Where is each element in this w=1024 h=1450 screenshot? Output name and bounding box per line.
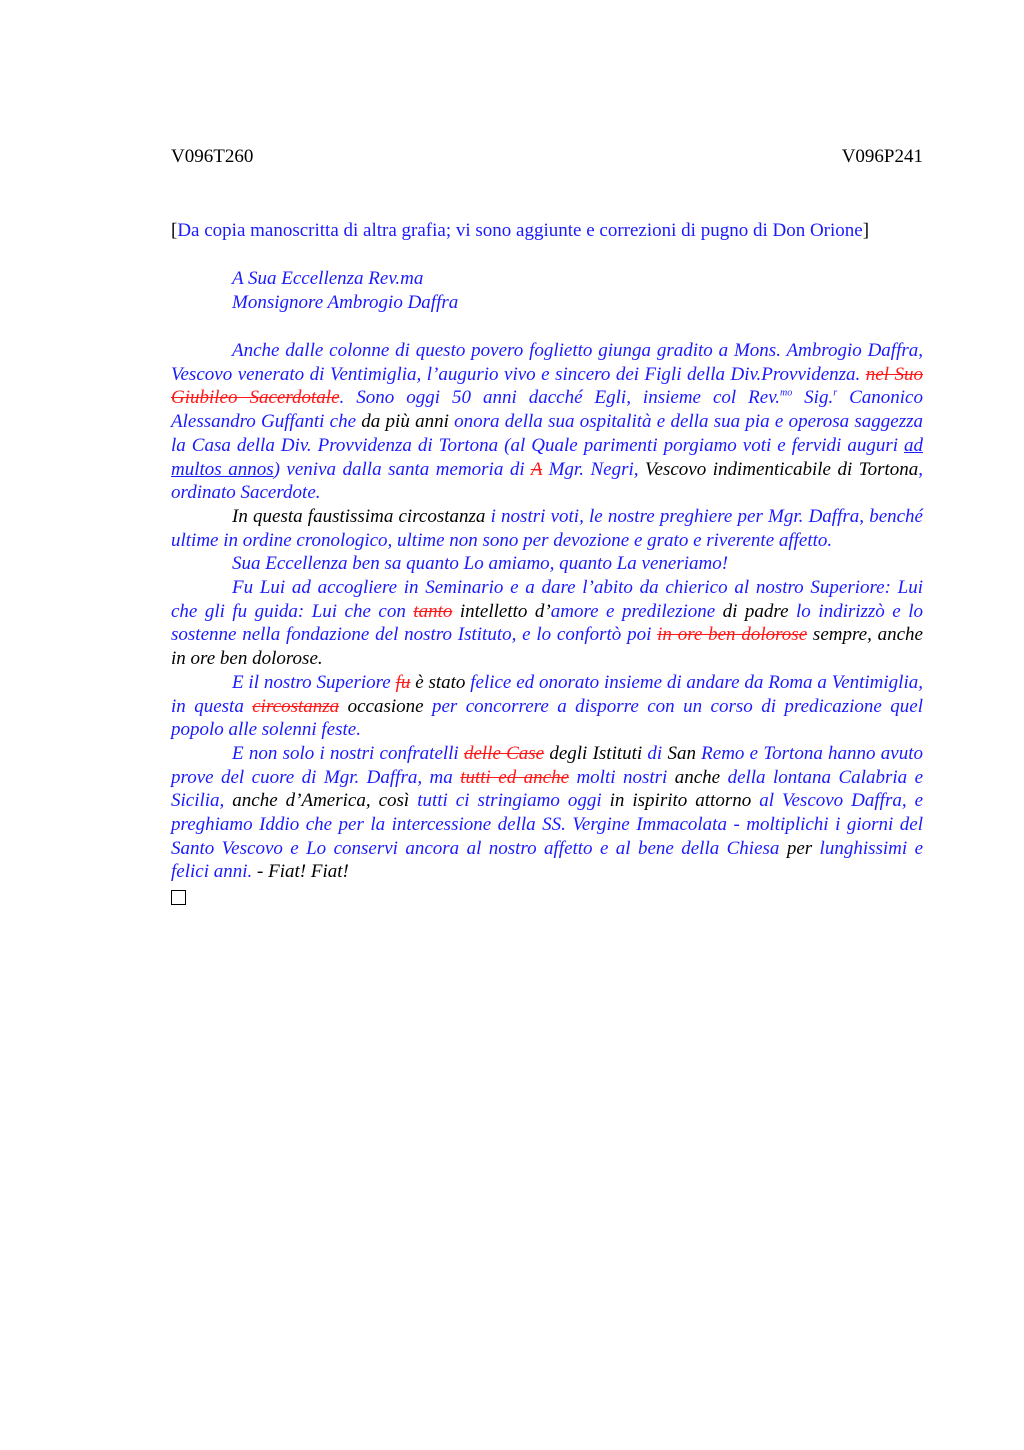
text-original: di padre (722, 600, 789, 622)
address-block (171, 267, 923, 315)
text-added: E non solo i nostri confratelli (232, 742, 464, 764)
letter-body (171, 339, 923, 884)
text-added: tutti ci stringiamo oggi (409, 790, 610, 812)
paragraph-4 (171, 576, 923, 671)
text-added: Sig. (792, 387, 834, 409)
address-line-1: A Sua Eccellenza Rev.ma (232, 268, 424, 289)
text-original: sempre, anche in ore ben dolorose. (171, 624, 923, 670)
text-added: ) veniva dalla santa memoria di (273, 458, 531, 480)
note-text: Da copia manoscritta di altra grafia; vi sono aggiunte e correzioni di pugno di Don Orione (177, 220, 863, 241)
superscript: mo (779, 388, 793, 400)
address-line-2: Monsignore Ambrogio Daffra (232, 292, 459, 313)
text-added: per concorrere a disporre con un corso di predicazione quel popolo alle solenni feste. (171, 695, 923, 741)
text-deleted: A (530, 458, 543, 480)
paragraph-3 (171, 552, 923, 576)
text-added: lo indirizzò e lo sostenne nella fondazione del nostro Istituto, e lo confortò poi (171, 600, 923, 646)
text-original: occasione (339, 695, 424, 717)
paragraph-1 (171, 339, 923, 505)
text-original: intelletto d’ (452, 600, 551, 622)
text-deleted: circostanza (252, 695, 340, 717)
note-close-bracket: ] (862, 220, 870, 241)
text-added: . Sono oggi 50 anni dacché Egli, insieme col Rev. (339, 387, 780, 409)
text-added: i nostri voti, le nostre preghiere per Mgr. Daffra, benché ultime in ordine cronologico, ultime non sono per devozione e grato e riverente affetto. (171, 505, 923, 551)
text-original: da più anni (361, 411, 449, 433)
paragraph-5 (171, 671, 923, 742)
text-added: Anche dalle colonne di questo povero foglietto giunga gradito a Mons. Ambrogio Daffra, Vescovo venerato di Ventimiglia, l’augurio vivo e sincero dei Figli della Div.Provvidenza. (171, 340, 923, 385)
text-original: in ispirito attorno (609, 790, 752, 812)
text-added: E il nostro Superiore (232, 671, 396, 693)
end-marker-box-icon (171, 890, 186, 905)
text-added: Fu Lui ad accogliere in Seminario e a dare l’abito da chierico al nostro Superiore: Lui che gli fu guida: Lui che con (171, 577, 923, 622)
text-added: lunghissimi e felici anni. (171, 837, 923, 883)
text-original: è stato (410, 671, 466, 693)
document-code-left: V096T260 (171, 146, 254, 167)
text-added: Remo e Tortona hanno avuto prove del cuore di Mgr. Daffra, ma (171, 742, 923, 788)
text-original: anche d’America, così (232, 790, 410, 812)
text-added: della lontana Calabria e Sicilia, (171, 766, 923, 812)
text-added: felice ed onorato insieme di andare da Roma a Ventimiglia, in questa (171, 671, 923, 717)
text-deleted: nel Suo Giubileo Sacerdotale (171, 363, 923, 409)
text-added: Canonico Alessandro Guffanti che (171, 387, 923, 433)
text-deleted: in ore ben dolorose (657, 624, 808, 646)
text-added: onora della sua ospitalità e della sua pia e operosa saggezza la Casa della Div. Provvidenza di Tortona (al Quale parimenti porgiamo voti e fervidi auguri (171, 411, 924, 456)
note-open-bracket: [ (171, 220, 178, 241)
text-underlined: ad multos annos (171, 434, 923, 480)
text-original: degli Istituti (544, 742, 643, 764)
text-deleted: tutti ed anche (460, 766, 570, 788)
text-original: San (667, 742, 696, 764)
text-original: Vescovo indimenticabile di Tortona (645, 458, 919, 480)
text-deleted: fu (395, 671, 411, 693)
editorial-note (171, 219, 923, 243)
text-added: Sua Eccellenza ben sa quanto Lo amiamo, quanto La veneriamo! (232, 553, 729, 575)
text-deleted: delle Case (463, 742, 545, 764)
paragraph-6 (171, 742, 923, 884)
text-added: amore e predilezione (550, 600, 723, 622)
document-code-right: V096P241 (841, 146, 923, 167)
page-header (171, 145, 923, 169)
text-added: al Vescovo Daffra, e preghiamo Iddio che per la intercessione della SS. Vergine Immacolata - moltiplichi i giorni del Santo Vescovo e Lo conservi ancora al nostro affetto e al bene della Chiesa (171, 790, 924, 859)
text-added: , ordinato Sacerdote. (171, 458, 923, 504)
document-page (171, 145, 923, 911)
text-original: In questa faustissima circostanza (232, 505, 486, 527)
text-added: di (642, 742, 668, 764)
text-original: anche (674, 766, 721, 788)
text-original: - Fiat! Fiat! (252, 861, 349, 883)
text-deleted: tanto (413, 600, 453, 622)
text-added: molti nostri (569, 766, 675, 788)
paragraph-2 (171, 505, 923, 552)
superscript: r (833, 388, 838, 400)
text-original: per (786, 837, 813, 859)
text-added: Mgr. Negri, (542, 458, 646, 480)
